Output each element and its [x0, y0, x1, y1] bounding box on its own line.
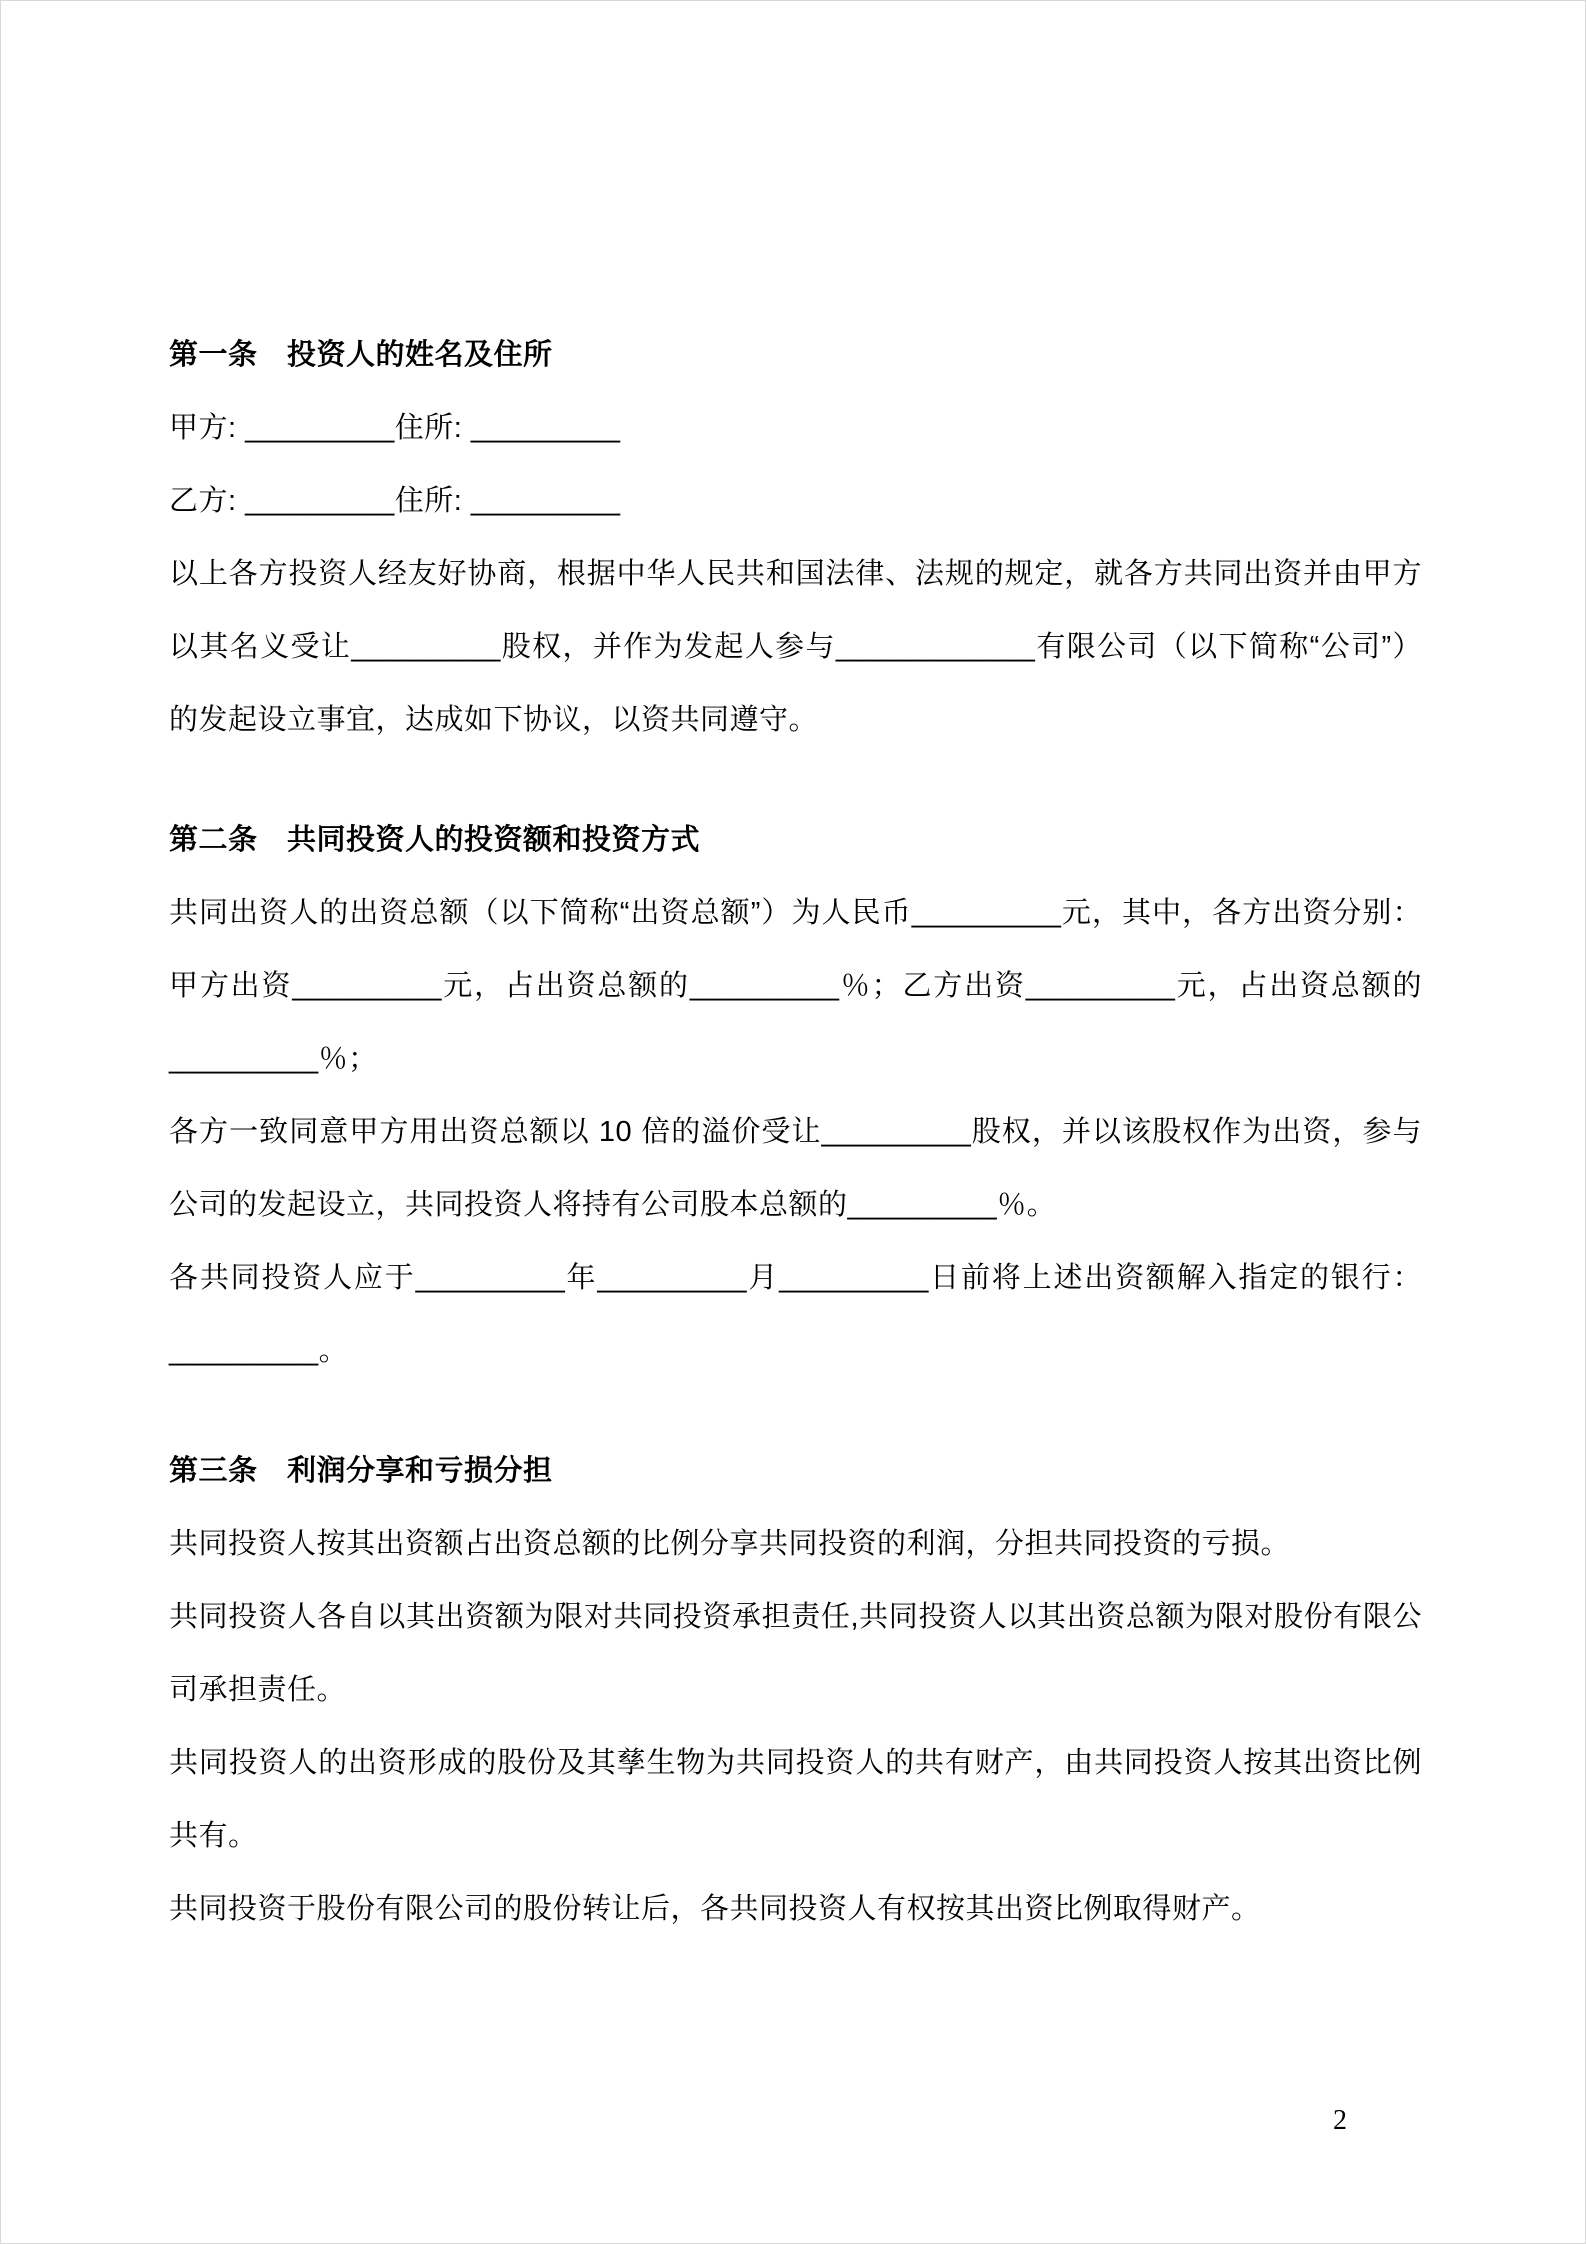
section-heading: 第一条 投资人的姓名及住所 [169, 339, 553, 371]
paragraph: 共同投资于股份有限公司的股份转让后，各共同投资人有权按其出资比例取得财产。 [169, 1893, 1261, 1925]
paragraph: 以上各方投资人经友好协商，根据中华人民共和国法律、法规的规定，就各方共同出资并由甲方以其名义受让_________股权，并作为发起人参与____________有限公司（以下简称“公司”）的发起设立事宜，达成如下协议，以资共同遵守。 [169, 558, 1422, 736]
paragraph: 各方一致同意甲方用出资总额以 10 倍的溢价受让_________股权，并以该股权作为出资，参与公司的发起设立，共同投资人将持有公司股本总额的_________％。 [169, 1116, 1422, 1221]
paragraph: 共同投资人的出资形成的股份及其孳生物为共同投资人的共有财产，由共同投资人按其出资比例共有。 [169, 1747, 1422, 1852]
paragraph: 共同投资人各自以其出资额为限对共同投资承担责任,共同投资人以其出资总额为限对股份有限公司承担责任。 [169, 1601, 1422, 1706]
paragraph: 共同出资人的出资总额（以下简称“出资总额”）为人民币_________元，其中，各方出资分别：甲方出资_________元，占出资总额的_________％；乙方出资_________元，占出资总额的_________％； [169, 897, 1422, 1075]
paragraph-party-a: 甲方: _________住所: _________ [169, 412, 621, 444]
section-article-2 [169, 804, 1422, 1388]
document-content [169, 319, 1422, 1946]
paragraph-party-b: 乙方: _________住所: _________ [169, 485, 621, 517]
section-article-1 [169, 319, 1422, 757]
page-number: 2 [1333, 2105, 1347, 2136]
section-article-3 [169, 1435, 1422, 1946]
paragraph: 共同投资人按其出资额占出资总额的比例分享共同投资的利润，分担共同投资的亏损。 [169, 1528, 1291, 1560]
section-heading: 第三条 利润分享和亏损分担 [169, 1455, 553, 1487]
section-heading: 第二条 共同投资人的投资额和投资方式 [169, 824, 701, 856]
paragraph: 各共同投资人应于_________年_________月_________日前将上述出资额解入指定的银行：_________。 [169, 1262, 1422, 1367]
